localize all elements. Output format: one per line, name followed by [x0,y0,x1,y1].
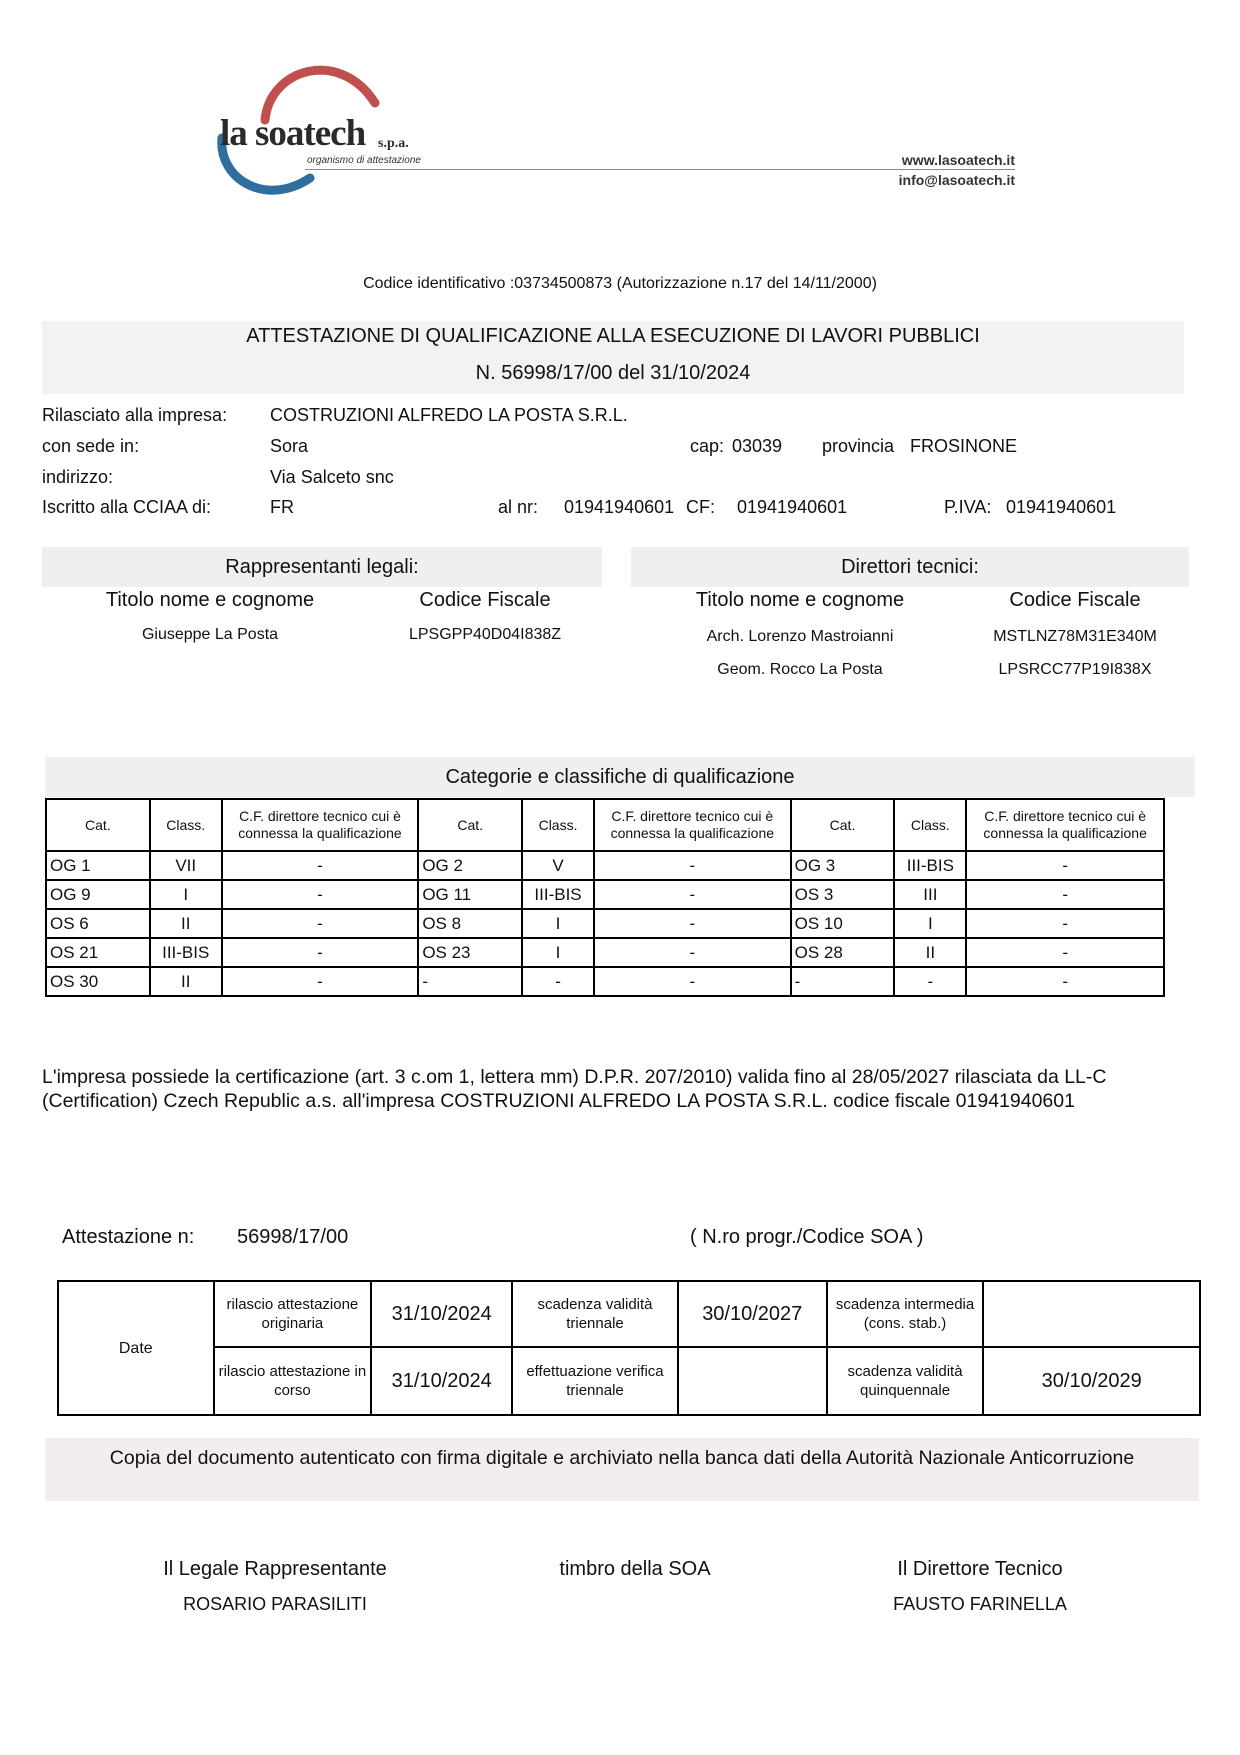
rappresentanti-col-cf: Codice Fiscale [419,589,551,611]
table-row [46,851,1164,880]
header-class: Class. [522,799,594,851]
direttore-name: Arch. Lorenzo Mastroianni [706,628,894,645]
cap-value: 03039 [732,436,783,456]
cell-cat: OS 3 [791,880,895,909]
rilascio-originaria-label: rilascio attestazione originaria [214,1281,372,1347]
categorie-table [45,798,1165,997]
header-class: Class. [894,799,966,851]
legale-rappresentante-label: Il Legale Rappresentante [163,1558,387,1580]
cell-class: II [150,909,222,938]
sede-label: con sede in: [42,436,140,456]
codice-identificativo: Codice identificativo :03734500873 (Autorizzazione n.17 del 14/11/2000) [363,275,877,292]
rappresentanti-col-name: Titolo nome e cognome [105,589,315,611]
dates-table [57,1280,1201,1416]
cell-class: II [150,967,222,996]
rilascio-originaria-value: 31/10/2024 [371,1281,512,1347]
table-row [46,967,1164,996]
document-title: ATTESTAZIONE DI QUALIFICAZIONE ALLA ESECUZIONE DI LAVORI PUBBLICI [246,325,980,347]
header-cat: Cat. [791,799,895,851]
cell-cat: OS 23 [418,938,522,967]
cell-cf: - [594,851,791,880]
cell-cf: - [222,909,419,938]
rilascio-corso-value: 31/10/2024 [371,1347,512,1415]
cell-cf: - [594,938,791,967]
cell-cat: OS 6 [46,909,150,938]
cell-class: I [522,909,594,938]
cell-cat: OS 8 [418,909,522,938]
logo-wordmark: la soatech [220,113,366,154]
nr-value: 01941940601 [564,497,675,517]
cell-cat: - [418,967,522,996]
cf-label: CF: [686,497,715,517]
rappresentante-cf: LPSGPP40D04I838Z [408,626,562,643]
cciaa-value: FR [270,497,294,517]
cell-cf: - [222,851,419,880]
logo-suffix: s.p.a. [378,136,409,151]
header-cat: Cat. [418,799,522,851]
cell-class: III-BIS [522,880,594,909]
cell-cf: - [966,880,1164,909]
cell-cat: OS 10 [791,909,895,938]
cap-label: cap: [690,436,725,456]
logo-tagline: organismo di attestazione [307,155,421,166]
copia-text: Copia del documento autenticato con firma digitale e archiviato nella banca dati della Autorità Nazionale Anticorruzione [109,1447,1135,1469]
scadenza-triennale-label: scadenza validità triennale [512,1281,678,1347]
header-cf: C.F. direttore tecnico cui è connessa la qualificazione [966,799,1164,851]
direttori-heading: Direttori tecnici: [631,547,1189,587]
rappresentante-name: Giuseppe La Posta [141,626,279,643]
certificazione-text: L'impresa possiede la certificazione (art. 3 c.om 1, lettera mm) D.P.R. 207/2010) valida fino al 28/05/2027 rilasciata da LL-C (Certification) Czech Republic a.s. all'impresa COSTRUZIONI ALFREDO LA POSTA S.R.L. codice fiscale 01941940601 [42,1066,1107,1112]
table-row [46,909,1164,938]
cell-cf: - [222,967,419,996]
cell-cf: - [966,909,1164,938]
legale-rappresentante-name: ROSARIO PARASILITI [183,1594,367,1614]
cell-cat: OS 30 [46,967,150,996]
scadenza-quinquennale-label: scadenza validità quinquennale [827,1347,984,1415]
cell-cat: - [791,967,895,996]
document-number: N. 56998/17/00 del 31/10/2024 [475,362,751,384]
cell-class: I [150,880,222,909]
cell-cf: - [966,938,1164,967]
scadenza-triennale-value: 30/10/2027 [678,1281,827,1347]
nr-label: al nr: [498,497,539,517]
direttore-cf: MSTLNZ78M31E340M [993,628,1157,645]
scadenza-quinquennale-value: 30/10/2029 [983,1347,1200,1415]
cell-class: III-BIS [894,851,966,880]
indirizzo-value: Via Salceto snc [270,467,394,487]
cell-cat: OG 1 [46,851,150,880]
header-cf: C.F. direttore tecnico cui è connessa la qualificazione [594,799,791,851]
direttori-col-cf: Codice Fiscale [1009,589,1141,611]
attestazione-label: Attestazione n: [62,1226,195,1248]
email-link[interactable]: info@lasoatech.it [898,172,1015,188]
piva-value: 01941940601 [1006,497,1117,517]
direttore-tecnico-name: FAUSTO FARINELLA [893,1594,1067,1614]
categorie-heading: Categorie e classifiche di qualificazione [45,757,1195,797]
table-header-row [46,799,1164,851]
company-name: COSTRUZIONI ALFREDO LA POSTA S.R.L. [270,405,628,425]
dates-label: Date [58,1281,214,1415]
cell-cf: - [966,851,1164,880]
cell-cat: OG 2 [418,851,522,880]
cell-class: II [894,938,966,967]
cell-class: I [894,909,966,938]
attestazione-number: 56998/17/00 [237,1226,349,1248]
verifica-triennale-value [678,1347,827,1415]
rilasciato-label: Rilasciato alla impresa: [42,405,228,425]
cell-cat: OG 9 [46,880,150,909]
direttori-col-name: Titolo nome e cognome [695,589,905,611]
cell-class: III-BIS [150,938,222,967]
scadenza-intermedia-label: scadenza intermedia (cons. stab.) [827,1281,984,1347]
cell-class: III [894,880,966,909]
direttore-cf: LPSRCC77P19I838X [998,661,1152,678]
cell-class: - [522,967,594,996]
cell-class: - [894,967,966,996]
cell-cf: - [594,909,791,938]
cell-class: VII [150,851,222,880]
header-cat: Cat. [46,799,150,851]
rappresentanti-heading: Rappresentanti legali: [42,547,602,587]
dates-row [58,1281,1200,1347]
timbro-soa-label: timbro della SOA [559,1558,711,1580]
direttore-name: Geom. Rocco La Posta [717,661,883,678]
cell-cf: - [594,967,791,996]
website-link[interactable]: www.lasoatech.it [901,152,1015,168]
cell-cf: - [966,967,1164,996]
rilascio-corso-label: rilascio attestazione in corso [214,1347,372,1415]
table-row [46,938,1164,967]
cell-cf: - [594,880,791,909]
verifica-triennale-label: effettuazione verifica triennale [512,1347,678,1415]
cell-class: I [522,938,594,967]
header-divider [305,169,1015,170]
dates-row [58,1347,1200,1415]
provincia-label: provincia [822,436,895,456]
header-cf: C.F. direttore tecnico cui è connessa la qualificazione [222,799,419,851]
attestazione-note: ( N.ro progr./Codice SOA ) [690,1226,924,1248]
cell-cat: OS 21 [46,938,150,967]
header-class: Class. [150,799,222,851]
cf-value: 01941940601 [737,497,848,517]
scadenza-intermedia-value [983,1281,1200,1347]
provincia-value: FROSINONE [910,436,1018,456]
sede-value: Sora [270,436,309,456]
cell-cat: OG 11 [418,880,522,909]
cell-cat: OS 28 [791,938,895,967]
indirizzo-label: indirizzo: [42,467,114,487]
cell-cf: - [222,880,419,909]
cciaa-label: Iscritto alla CCIAA di: [42,497,212,517]
cell-class: V [522,851,594,880]
table-row [46,880,1164,909]
direttore-tecnico-label: Il Direttore Tecnico [897,1558,1063,1580]
cell-cat: OG 3 [791,851,895,880]
cell-cf: - [222,938,419,967]
piva-label: P.IVA: [944,497,992,517]
